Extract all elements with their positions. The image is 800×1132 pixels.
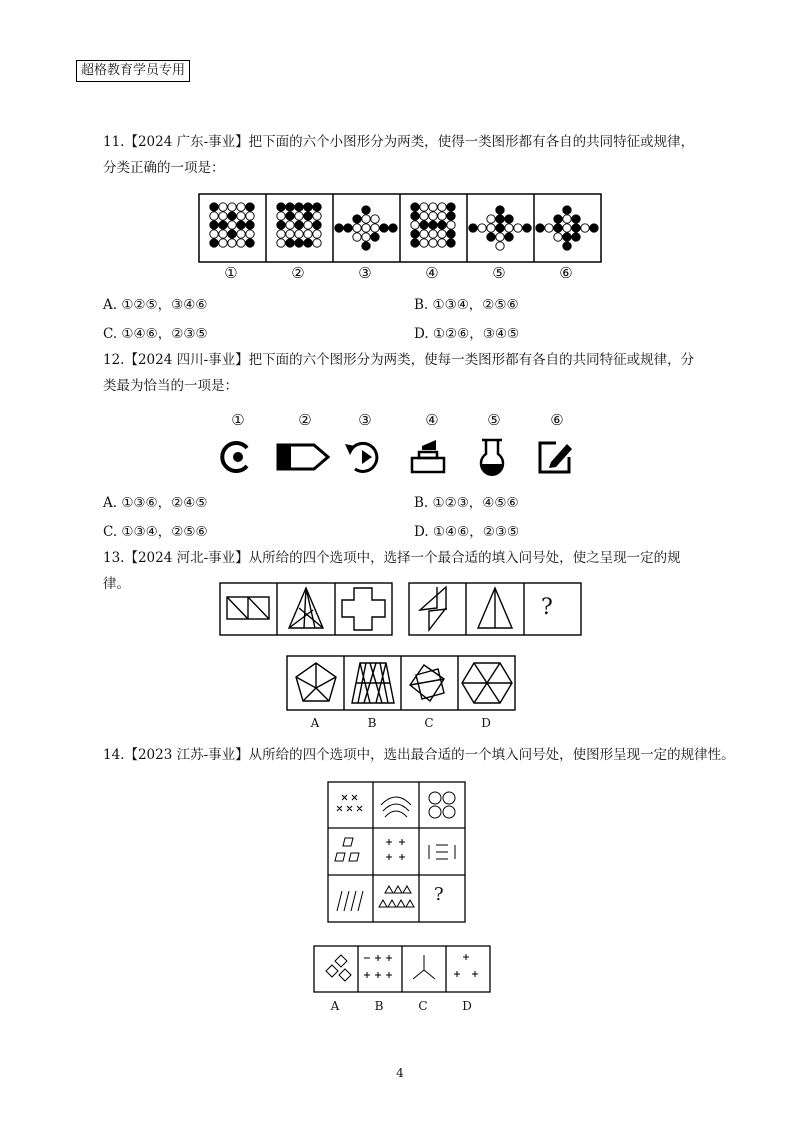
q11-fig-num-6: ⑥ [559,264,573,282]
q11-dot [411,221,419,229]
q14-option-label-b[interactable]: B [374,999,384,1013]
q11-dot [447,239,455,247]
q14-text: 14.【2023 江苏-事业】从所给的四个选项中，选出最合适的一个填入问号处，使图形呈现一定的规律性。 [103,747,735,763]
q11-dot [246,212,254,220]
q14-grid [327,781,466,923]
q11-dot [286,239,294,247]
q11-dot [389,224,397,232]
q11-dot [313,239,321,247]
q11-dot [514,224,522,232]
q11-dot [228,221,236,229]
q11-dot [295,203,303,211]
q11-dot [237,230,245,238]
q11-dot [295,230,303,238]
q11-dot [411,230,419,238]
q11-dot [362,215,370,223]
q11-dot [362,206,370,214]
q11-dot [353,224,361,232]
q12-fig-num-5: ⑤ [487,411,501,429]
q11-dot [563,206,571,214]
q11-dot [429,239,437,247]
q11-dot [277,221,285,229]
q11-dot [237,221,245,229]
q11-dot [496,206,504,214]
q11-dot [447,230,455,238]
q13-option-strip[interactable] [286,655,516,711]
q11-dot [304,239,312,247]
q13-text: 13.【2024 河北-事业】从所给的四个选项中，选择一个最合适的填入问号处，使之呈现一定的规律。 [103,550,681,592]
q12-option-a[interactable]: A. ①③⑥，②④⑤ [103,495,208,511]
q13-right-group [408,582,582,636]
q11-option-b[interactable]: B. ①③④，②⑤⑥ [414,297,519,313]
q11-dot [286,230,294,238]
q12-option-c[interactable]: C. ①③④，②⑤⑥ [103,524,208,540]
q12-icon-strip [214,436,586,478]
student-only-tag: 超格教育学员专用 [76,60,190,82]
q12-fig-num-3: ③ [358,411,372,429]
q11-dot [496,224,504,232]
q11-dot [277,203,285,211]
q11-dot [554,224,562,232]
q11-dot [420,239,428,247]
q11-dot [304,203,312,211]
q11-dot [237,203,245,211]
q11-dot [554,215,562,223]
q11-dot [371,215,379,223]
q11-dot [246,239,254,247]
q11-dot [590,224,598,232]
q11-option-c[interactable]: C. ①④⑥，②③⑤ [103,326,208,342]
q11-dot [411,239,419,247]
q11-dot [487,233,495,241]
replay-icon [345,443,377,471]
q11-dot [429,221,437,229]
q11-dot [335,224,343,232]
q11-dot [371,233,379,241]
q11-dot [420,203,428,211]
q11-dot [228,230,236,238]
q11-dot [228,239,236,247]
q11-dot [246,203,254,211]
q11-dot [344,224,352,232]
q11-dot [371,224,379,232]
q11-dot [210,239,218,247]
q13-question-mark: ? [541,595,553,620]
q11-dot [438,203,446,211]
q11-fig-num-5: ⑤ [492,264,506,282]
q11-dot [210,230,218,238]
q11-dot [295,221,303,229]
q11-dot [429,212,437,220]
q11-figure-strip [198,193,602,263]
q11-dot [411,203,419,211]
q14-option-label-a[interactable]: A [330,999,340,1013]
q11-dot [469,224,477,232]
stamp-icon [412,440,444,472]
q11-dot [313,221,321,229]
q12-fig-num-4: ④ [425,411,439,429]
q11-option-d[interactable]: D. ①②⑥，③④⑤ [414,326,520,342]
q11-dot [304,230,312,238]
q11-dot [438,239,446,247]
q11-dot [505,224,513,232]
q11-dot [438,212,446,220]
q13-left-group [219,582,393,636]
q11-dot [420,221,428,229]
q11-dot [246,221,254,229]
q11-dot [277,212,285,220]
q11-dot [572,215,580,223]
q11-dot [447,221,455,229]
q11-dot [447,203,455,211]
q14-option-label-d[interactable]: D [462,999,472,1013]
q11-dot [228,212,236,220]
q11-dot [313,230,321,238]
q11-dot [420,230,428,238]
q11-dot [447,212,455,220]
q11-dot [219,203,227,211]
q11-dot [219,239,227,247]
q12-fig-num-2: ② [298,411,312,429]
q11-text: 11.【2024 广东-事业】把下面的六个小图形分为两类，使得一类图形都有各自的共同特征或规律，分类正确的一项是： [103,134,695,176]
q11-dot [429,203,437,211]
q14-option-label-c[interactable]: C [418,999,428,1013]
q11-fig-num-3: ③ [358,264,372,282]
q11-dot [228,203,236,211]
q13-option-label-a[interactable]: A [310,716,320,730]
q11-dot [572,224,580,232]
q11-dot [554,233,562,241]
edit-icon [540,443,572,472]
q11-dot [563,242,571,250]
q11-dot [277,239,285,247]
q12-fig-num-1: ① [231,411,245,429]
q11-dot [277,230,285,238]
q11-dot [246,230,254,238]
q11-dot [563,233,571,241]
q11-dot [496,242,504,250]
q11-dot [219,212,227,220]
q11-dot [505,233,513,241]
q11-dot [362,233,370,241]
q11-dot [429,230,437,238]
q11-dot [487,215,495,223]
q12-option-b[interactable]: B. ①②③，④⑤⑥ [414,495,519,511]
q11-dot [380,224,388,232]
q11-dot [219,230,227,238]
q11-dot [219,221,227,229]
q11-dot [478,224,486,232]
q12-text: 12.【2024 四川-事业】把下面的六个图形分为两类，使每一类图形都有各自的共同特征或规律，分类最为恰当的一项是： [103,352,695,394]
q11-dot [496,215,504,223]
q11-dot [496,233,504,241]
q14-option-strip[interactable] [313,945,491,993]
q11-dot [438,221,446,229]
q11-fig-num-2: ② [291,264,305,282]
q11-dot [563,224,571,232]
q13-option-label-b[interactable]: B [367,716,377,730]
tag-icon [278,445,328,469]
q11-dot [295,239,303,247]
q14-question-mark: ? [434,884,444,905]
q11-dot [210,203,218,211]
q11-dot [523,224,531,232]
q11-dot [353,215,361,223]
q11-dot [572,233,580,241]
q11-dot [237,239,245,247]
q13-option-label-c[interactable]: C [424,716,434,730]
q11-dot [438,230,446,238]
q11-dot [304,221,312,229]
q11-dot [286,221,294,229]
q11-dot [362,242,370,250]
q11-fig-num-1: ① [224,264,238,282]
q11-dot [237,212,245,220]
q12-fig-num-6: ⑥ [550,411,564,429]
flask-icon [480,440,504,476]
q11-dot [286,212,294,220]
q11-dot [210,221,218,229]
q11-dot [313,212,321,220]
q12-option-d[interactable]: D. ①④⑥，②③⑤ [414,524,520,540]
q11-dot [295,212,303,220]
q11-option-a[interactable]: A. ①②⑤，③④⑥ [103,297,208,313]
q11-dot [563,215,571,223]
q11-dot [313,203,321,211]
q11-dot [286,203,294,211]
q11-dot [581,224,589,232]
q11-dot [536,224,544,232]
page-number: 4 [396,1066,404,1080]
q11-dot [210,212,218,220]
q11-dot [353,233,361,241]
q11-dot [304,212,312,220]
q11-fig-num-4: ④ [425,264,439,282]
q11-dot [487,224,495,232]
q11-dot [420,212,428,220]
q11-dot [411,212,419,220]
q11-dot [545,224,553,232]
q13-option-label-d[interactable]: D [481,716,491,730]
q11-dot [505,215,513,223]
q11-dot [362,224,370,232]
